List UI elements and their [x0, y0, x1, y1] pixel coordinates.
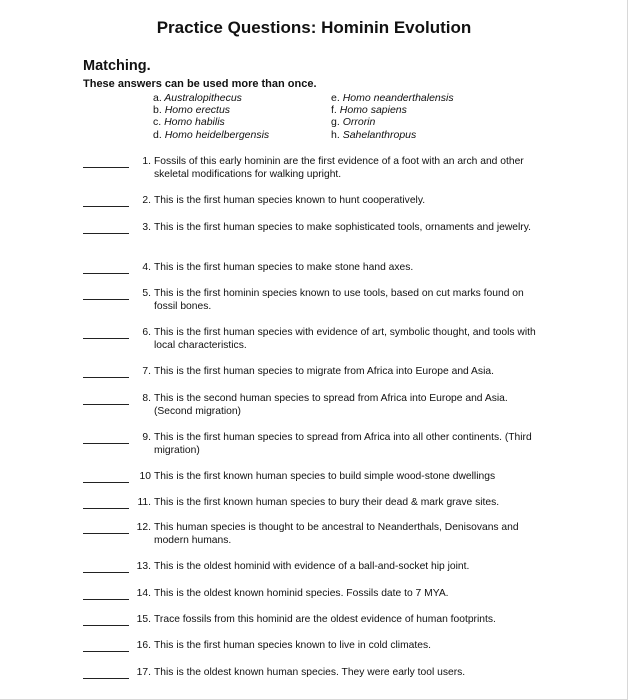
- answer-blank[interactable]: [83, 167, 129, 168]
- option-name: Sahelanthropus: [342, 129, 417, 141]
- option-letter: a.: [153, 92, 162, 104]
- question-number: 12.: [136, 522, 151, 533]
- option-f: [331, 104, 407, 116]
- option-name: Orrorin: [342, 116, 376, 128]
- answer-blank[interactable]: [83, 273, 129, 274]
- option-name: Homo sapiens: [339, 104, 407, 116]
- question-number: 4.: [142, 262, 151, 273]
- question-number: 9.: [142, 432, 151, 443]
- question-number: 7.: [142, 366, 151, 377]
- option-g: [331, 116, 375, 128]
- option-letter: e.: [331, 92, 340, 104]
- answer-blank[interactable]: [83, 377, 129, 378]
- option-letter: c.: [153, 116, 162, 128]
- option-c: [153, 116, 225, 128]
- question-text: This is the oldest hominid with evidence of a ball-and-socket hip joint.: [154, 561, 470, 572]
- question-number: 6.: [142, 327, 151, 338]
- section-heading: Matching.: [83, 58, 151, 74]
- answer-blank[interactable]: [83, 508, 129, 509]
- question-text: This is the oldest known human species. They were early tool users.: [154, 667, 466, 678]
- question-number: 17.: [136, 667, 151, 678]
- question-text: This is the first human species to make stone hand axes.: [154, 262, 414, 273]
- question-number: 14.: [136, 588, 151, 599]
- question-text: This is the first human species known to hunt cooperatively.: [154, 195, 426, 206]
- question-text: Trace fossils from this hominid are the oldest evidence of human footprints.: [154, 614, 496, 625]
- question-text: This is the first human species to migrate from Africa into Europe and Asia.: [154, 366, 494, 377]
- question-number: 11.: [137, 497, 151, 508]
- answer-blank[interactable]: [83, 299, 129, 300]
- question-text: Fossils of this early hominin are the first evidence of a foot with an arch and other skeletal modifications for walking upright.: [154, 156, 524, 180]
- option-letter: f.: [331, 104, 337, 116]
- answer-blank[interactable]: [83, 338, 129, 339]
- answer-blank[interactable]: [83, 404, 129, 405]
- option-letter: g.: [331, 116, 340, 128]
- option-name: Homo heidelbergensis: [164, 129, 270, 141]
- option-letter: b.: [153, 104, 162, 116]
- question-text: This is the oldest known hominid species. Fossils date to 7 MYA.: [154, 588, 449, 599]
- answer-blank[interactable]: [83, 651, 129, 652]
- question-number: 8.: [142, 393, 151, 404]
- question-number: 10: [139, 471, 151, 482]
- option-e: [331, 92, 454, 104]
- answer-blank[interactable]: [83, 625, 129, 626]
- question-text: This is the first human species to make sophisticated tools, ornaments and jewelry.: [154, 222, 531, 233]
- answer-blank[interactable]: [83, 233, 129, 234]
- answer-blank[interactable]: [83, 533, 129, 534]
- question-number: 13.: [136, 561, 151, 572]
- instructions: These answers can be used more than once.: [83, 78, 317, 90]
- answer-blank[interactable]: [83, 678, 129, 679]
- answer-blank[interactable]: [83, 599, 129, 600]
- question-text: This is the first hominin species known to use tools, based on cut marks found on fossil bones.: [154, 288, 524, 312]
- question-text: This is the first human species to spread from Africa into all other continents. (Third migration): [154, 432, 532, 456]
- question-text: This is the first human species known to live in cold climates.: [154, 640, 431, 651]
- option-name: Homo erectus: [164, 104, 231, 116]
- question-number: 2.: [142, 195, 151, 206]
- option-a: [153, 92, 242, 104]
- question-text: This is the second human species to spread from Africa into Europe and Asia. (Second migration): [154, 393, 508, 417]
- question-number: 16.: [136, 640, 151, 651]
- option-letter: h.: [331, 129, 340, 141]
- question-number: 5.: [142, 288, 151, 299]
- question-number: 1.: [142, 156, 151, 167]
- answer-blank[interactable]: [83, 206, 129, 207]
- option-letter: d.: [153, 129, 162, 141]
- option-d: [153, 129, 269, 141]
- question-text: This is the first known human species to build simple wood-stone dwellings: [154, 471, 496, 482]
- question-number: 15.: [136, 614, 151, 625]
- option-b: [153, 104, 230, 116]
- option-name: Homo habilis: [164, 116, 225, 128]
- page-title: Practice Questions: Hominin Evolution: [156, 18, 472, 37]
- question-number: 3.: [142, 222, 151, 233]
- question-text: This human species is thought to be ancestral to Neanderthals, Denisovans and modern humans.: [154, 522, 519, 546]
- option-name: Australopithecus: [164, 92, 242, 104]
- option-h: [331, 129, 416, 141]
- question-text: This is the first known human species to bury their dead & mark grave sites.: [154, 497, 500, 508]
- option-name: Homo neanderthalensis: [342, 92, 454, 104]
- answer-blank[interactable]: [83, 482, 129, 483]
- answer-blank[interactable]: [83, 443, 129, 444]
- question-text: This is the first human species with evidence of art, symbolic thought, and tools with local characteristics.: [154, 327, 536, 351]
- answer-blank[interactable]: [83, 572, 129, 573]
